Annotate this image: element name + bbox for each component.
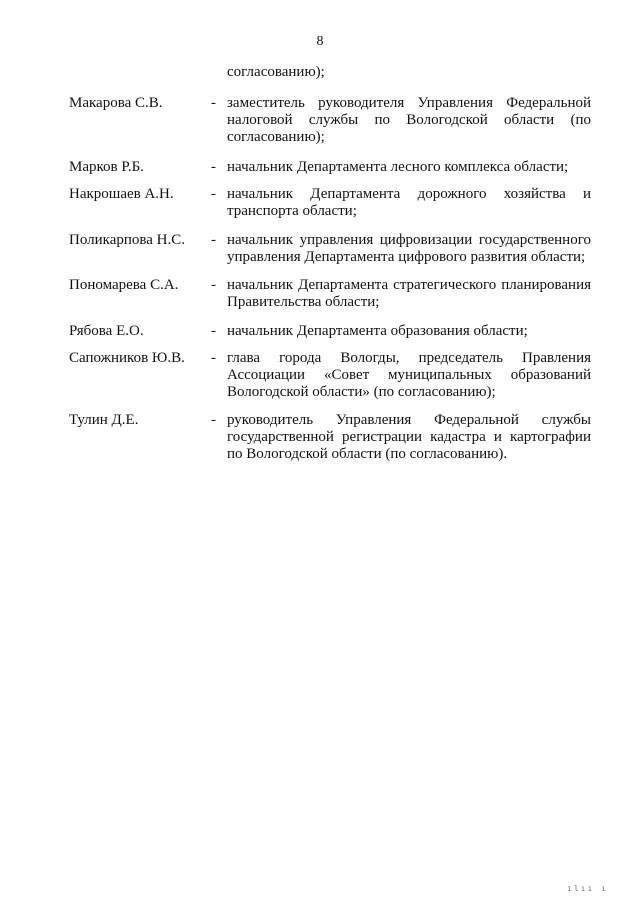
member-name: Рябова Е.О. xyxy=(69,323,144,339)
member-description: начальник Департамента лесного комплекса области; xyxy=(227,159,569,175)
page-number: 8 xyxy=(316,34,324,49)
member-name: Макарова С.В. xyxy=(69,95,163,111)
member-description: начальник Департамента дорожного хозяйства и транспорта области; xyxy=(227,186,591,219)
member-dash: - xyxy=(211,232,216,248)
member-dash: - xyxy=(211,186,216,202)
member-dash: - xyxy=(211,277,216,293)
member-dash: - xyxy=(211,95,216,111)
member-name: Пономарева С.А. xyxy=(69,277,179,293)
member-description: начальник Департамента стратегического планирования Правительства области; xyxy=(227,277,591,310)
member-description: руководитель Управления Федеральной службы государственной регистрации кадастра и картографии по Вологодской области (по согласованию). xyxy=(227,412,591,462)
member-dash: - xyxy=(211,159,216,175)
scan-footer-mark: ılıı ı xyxy=(567,884,608,893)
member-dash: - xyxy=(211,350,216,366)
continuation-text: согласованию); xyxy=(227,64,325,80)
member-dash: - xyxy=(211,412,216,428)
member-dash: - xyxy=(211,323,216,339)
member-name: Поликарпова Н.С. xyxy=(69,232,186,248)
member-name: Марков Р.Б. xyxy=(69,159,144,175)
member-name: Сапожников Ю.В. xyxy=(69,350,185,366)
member-description: заместитель руководителя Управления Федеральной налоговой службы по Вологодской области (по согласованию); xyxy=(227,95,591,145)
member-name: Тулин Д.Е. xyxy=(69,412,139,428)
member-description: глава города Вологды, председатель Правления Ассоциации «Совет муниципальных образований Вологодской области» (по согласованию); xyxy=(227,350,591,400)
member-name: Накрошаев А.Н. xyxy=(69,186,174,202)
member-description: начальник Департамента образования области; xyxy=(227,323,528,339)
member-description: начальник управления цифровизации государственного управления Департамента цифрового развития области; xyxy=(227,232,591,265)
